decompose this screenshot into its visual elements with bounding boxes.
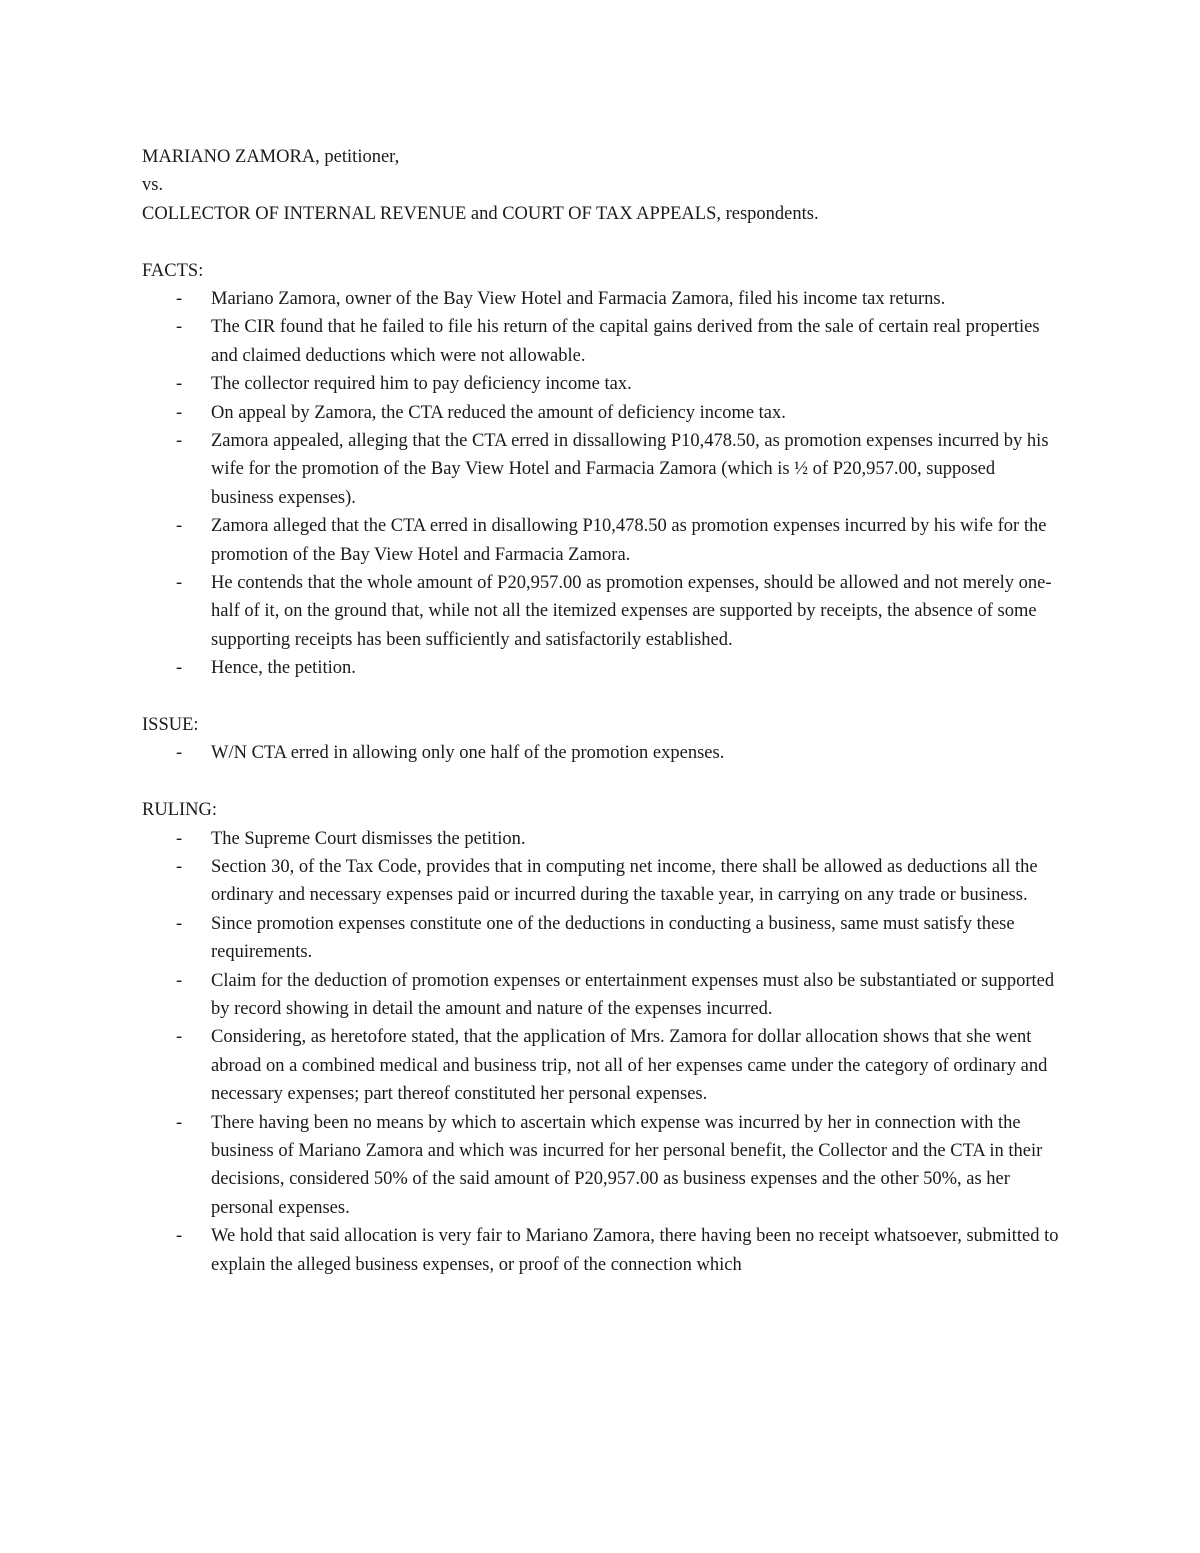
spacer bbox=[142, 768, 1062, 796]
spacer bbox=[142, 228, 1062, 256]
facts-heading: FACTS: bbox=[142, 260, 204, 281]
ruling-item bbox=[142, 853, 1061, 910]
ruling-item-text: The Supreme Court dismisses the petition. bbox=[211, 828, 526, 849]
ruling-item bbox=[142, 1222, 1061, 1279]
bullet-dash: - bbox=[176, 516, 183, 537]
ruling-item-text: Section 30, of the Tax Code, provides that in computing net income, there shall be allowed as deductions all the ordinary and necessary expenses paid or incurred during the taxable year, in carrying on any trade or business. bbox=[211, 857, 1038, 906]
bullet-dash: - bbox=[176, 573, 183, 594]
facts-list bbox=[142, 285, 1062, 683]
facts-item-text: He contends that the whole amount of P20,957.00 as promotion expenses, should be allowed and not merely one-half of it, on the ground that, while not all the itemized expenses are supported by receipts, the absence of some supporting receipts has been sufficiently and satisfactorily established. bbox=[211, 573, 1052, 650]
facts-item-text: Zamora alleged that the CTA erred in disallowing P10,478.50 as promotion expenses incurred by his wife for the promotion of the Bay View Hotel and Farmacia Zamora. bbox=[211, 516, 1047, 565]
bullet-dash: - bbox=[176, 913, 183, 934]
respondents-line: COLLECTOR OF INTERNAL REVENUE and COURT OF TAX APPEALS, respondents. bbox=[142, 203, 819, 224]
facts-item bbox=[142, 512, 1061, 569]
issue-heading: ISSUE: bbox=[142, 715, 199, 736]
bullet-dash: - bbox=[176, 288, 183, 309]
facts-item-text: Hence, the petition. bbox=[211, 658, 356, 679]
facts-item bbox=[142, 654, 1061, 682]
facts-item bbox=[142, 569, 1061, 654]
document-page bbox=[142, 143, 1062, 1279]
bullet-dash: - bbox=[176, 970, 183, 991]
bullet-dash: - bbox=[176, 430, 183, 451]
issue-list bbox=[142, 739, 1062, 767]
ruling-heading: RULING: bbox=[142, 800, 218, 821]
facts-item-text: The CIR found that he failed to file his return of the capital gains derived from the sale of certain real properties and claimed deductions which were not allowable. bbox=[211, 317, 1040, 366]
facts-item bbox=[142, 399, 1061, 427]
facts-item-text: On appeal by Zamora, the CTA reduced the amount of deficiency income tax. bbox=[211, 402, 786, 423]
ruling-item-text: We hold that said allocation is very fair to Mariano Zamora, there having been no receipt whatsoever, submitted to explain the alleged business expenses, or proof of the connection which bbox=[211, 1226, 1059, 1275]
facts-item bbox=[142, 285, 1061, 313]
ruling-item bbox=[142, 825, 1061, 853]
bullet-dash: - bbox=[176, 828, 183, 849]
facts-item-text: The collector required him to pay deficiency income tax. bbox=[211, 374, 632, 395]
bullet-dash: - bbox=[176, 374, 183, 395]
ruling-item-text: Claim for the deduction of promotion expenses or entertainment expenses must also be substantiated or supported by record showing in detail the amount and nature of the expenses incurred. bbox=[211, 970, 1055, 1020]
issue-item bbox=[142, 739, 1061, 767]
facts-item bbox=[142, 313, 1061, 370]
bullet-dash: - bbox=[176, 1112, 183, 1133]
ruling-list bbox=[142, 825, 1062, 1280]
facts-item bbox=[142, 370, 1061, 398]
facts-item-text: Mariano Zamora, owner of the Bay View Hotel and Farmacia Zamora, filed his income tax returns. bbox=[211, 288, 946, 309]
bullet-dash: - bbox=[176, 1027, 183, 1048]
petitioner-line: MARIANO ZAMORA, petitioner, bbox=[142, 147, 400, 167]
ruling-item-text: Since promotion expenses constitute one of the deductions in conducting a business, same must satisfy these requirements. bbox=[211, 913, 1015, 963]
bullet-dash: - bbox=[176, 317, 183, 338]
ruling-item bbox=[142, 1109, 1061, 1223]
facts-item bbox=[142, 427, 1061, 512]
facts-item-text: Zamora appealed, alleging that the CTA erred in dissallowing P10,478.50, as promotion expenses incurred by his wife for the promotion of the Bay View Hotel and Farmacia Zamora (which is ½ of P20,957.00, supposed business expenses). bbox=[211, 430, 1049, 508]
bullet-dash: - bbox=[176, 857, 183, 878]
issue-item-text: W/N CTA erred in allowing only one half of the promotion expenses. bbox=[211, 743, 725, 764]
bullet-dash: - bbox=[176, 658, 183, 679]
bullet-dash: - bbox=[176, 1226, 183, 1247]
bullet-dash: - bbox=[176, 402, 183, 423]
ruling-item bbox=[142, 967, 1061, 1024]
bullet-dash: - bbox=[176, 743, 183, 764]
ruling-item-text: There having been no means by which to ascertain which expense was incurred by her in connection with the business of Mariano Zamora and which was incurred for her personal benefit, the Collector and the CTA in their decisions, considered 50% of the said amount of P20,957.00 as business expenses and the other 50%, as her personal expenses. bbox=[211, 1112, 1043, 1218]
ruling-item bbox=[142, 910, 1061, 967]
spacer bbox=[142, 683, 1062, 711]
versus-line: vs. bbox=[142, 175, 164, 196]
ruling-item bbox=[142, 1023, 1061, 1108]
ruling-item-text: Considering, as heretofore stated, that the application of Mrs. Zamora for dollar allocation shows that she went abroad on a combined medical and business trip, not all of her expenses came under the category of ordinary and necessary expenses; part thereof constituted her personal expenses. bbox=[211, 1027, 1048, 1105]
